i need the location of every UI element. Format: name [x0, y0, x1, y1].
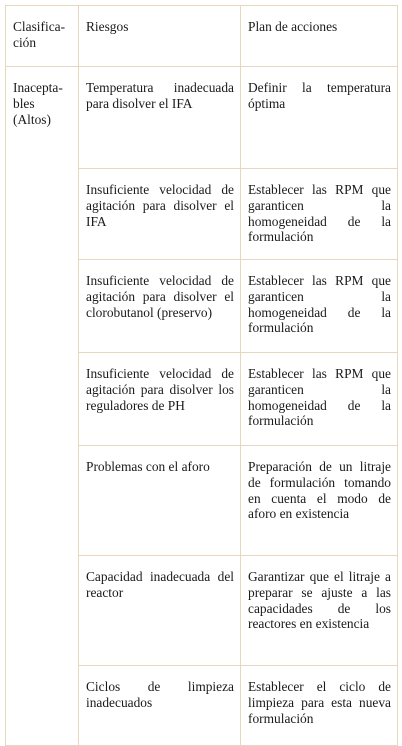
- plan-cell: Establecer el ciclo de limpieza para esta nueva formulación: [241, 666, 398, 746]
- riesgo-cell: Insuficiente velocidad de agitación para disolver los reguladores de PH: [79, 353, 241, 446]
- plan-cell: Establecer las RPM que garanticen la homogeneidad de la formulación: [241, 260, 398, 353]
- group-clasificacion-cell: Inaceptables (Altos): [6, 67, 79, 746]
- header-row: [6, 6, 398, 67]
- plan-cell: Garantizar que el litraje a preparar se ajuste a las capacidades de los reactores en existencia: [241, 556, 398, 666]
- riesgo-cell: Problemas con el aforo: [79, 446, 241, 556]
- riesgo-cell: Capacidad inadecuada del reactor: [79, 556, 241, 666]
- plan-cell: Preparación de un litraje de formulación tomando en cuenta el modo de aforo en existencia: [241, 446, 398, 556]
- riesgo-cell: Insuficiente velocidad de agitación para disolver el IFA: [79, 169, 241, 260]
- plan-cell: Definir la temperatura óptima: [241, 67, 398, 169]
- header-plan: Plan de acciones: [241, 6, 398, 67]
- header-riesgos: Riesgos: [79, 6, 241, 67]
- plan-cell: Establecer las RPM que garanticen la homogeneidad de la formulación: [241, 353, 398, 446]
- riesgo-cell: Ciclos de limpieza inadecuados: [79, 666, 241, 746]
- header-clasificacion: Clasificación: [6, 6, 79, 67]
- riesgo-cell: Temperatura inadecuada para disolver el IFA: [79, 67, 241, 169]
- risk-table: [5, 5, 398, 746]
- riesgo-cell: Insuficiente velocidad de agitación para disolver el clorobutanol (preservo): [79, 260, 241, 353]
- table-row: [6, 67, 398, 169]
- plan-cell: Establecer las RPM que garanticen la homogeneidad de la formulación: [241, 169, 398, 260]
